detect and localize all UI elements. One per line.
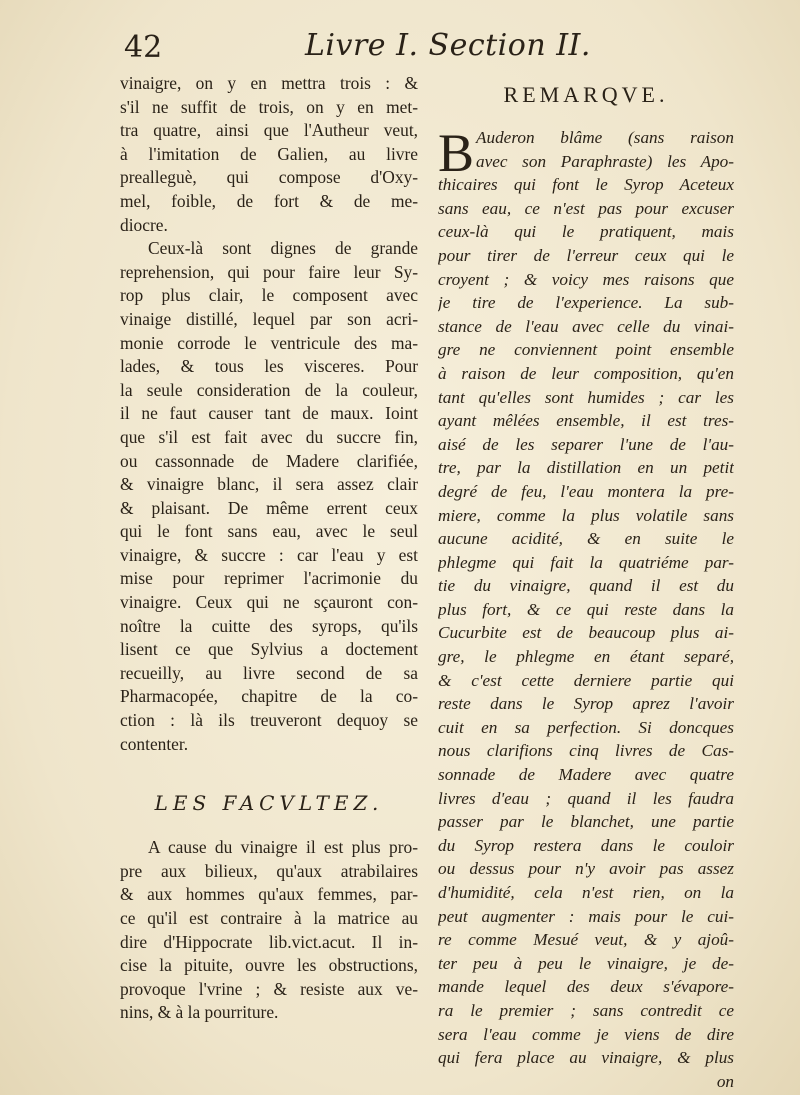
text-line: & vinaigre blanc, il sera assez clair (120, 474, 418, 495)
remark-line: tre, par la distillation en un petit (438, 458, 734, 478)
remark-line: du Syrop restera dans le couloir (438, 835, 734, 855)
text-line: lades, & tous les visceres. Pour (120, 356, 418, 377)
remark-line: sera l'eau comme je viens de dire (438, 1024, 734, 1044)
remark-line: pour tirer de l'erreur ceux qui le (438, 245, 734, 265)
remark-line: sonnade de Madere avec quatre (438, 765, 734, 785)
remark-line: sans eau, ce n'est pas pour excuser (438, 198, 734, 218)
text-line: il ne faut causer tant de maux. Ioint (120, 403, 418, 424)
text-line: rop plus clair, le composent avec (120, 285, 418, 306)
page-number: 42 (124, 30, 163, 65)
remark-line: phlegme qui fait la quatriéme par- (438, 552, 734, 572)
text-line: vinaigre, on y en mettra trois : & (120, 73, 418, 93)
text-line: recueilly, au livre second de sa (120, 662, 418, 683)
text-line: prealleguè, qui compose d'Oxy- (120, 167, 418, 188)
paragraph-facultez (120, 836, 418, 1025)
remark-line: aucune acidité, & en suite le (438, 529, 734, 549)
remark-line: ra le premier ; sans contredit ce (438, 1000, 734, 1020)
remark-line: passer par le blanchet, une partie (438, 812, 734, 832)
section-title: LES FACVLTEZ. (154, 791, 384, 816)
text-line: & plaisant. De même errent ceux (120, 497, 418, 518)
text-line: nins, & à la pourriture. (120, 1002, 279, 1023)
remark-line: aisé de les separer l'une de l'au- (438, 434, 734, 454)
remark-line: reste dans le Syrop aprez l'avoir (438, 694, 734, 714)
text-line: contenter. (120, 733, 189, 754)
paragraph-reprehension (120, 237, 418, 756)
text-line: ction : là ils treuveront dequoy se (120, 710, 418, 731)
text-line: Pharmacopée, chapitre de la co- (120, 686, 418, 707)
remark-line: degré de feu, l'eau montera la pre- (438, 481, 734, 501)
remark-line: cuit en sa perfection. Si doncques (438, 717, 734, 737)
remark-line: peut augmenter : mais pour le cui- (438, 906, 734, 926)
remark-title: REMARQVE. (503, 82, 669, 107)
remark-line: thicaires qui font le Syrop Aceteux (438, 175, 734, 195)
text-line: la seule consideration de la couleur, (120, 379, 418, 400)
text-line: & aux hommes qu'aux femmes, par- (120, 884, 418, 905)
text-line: reprehension, qui pour faire leur Sy- (120, 261, 418, 282)
remark-line: gre, le phlegme en étant separé, (438, 647, 734, 667)
text-line: pre aux bilieux, qu'aux atrabilaires (120, 860, 418, 881)
page-header (120, 26, 700, 66)
text-line: vinaigre. Ceux qui ne sçauront con- (120, 592, 418, 613)
left-column (120, 72, 418, 1025)
remark-body (438, 123, 734, 1093)
remark-line: miere, comme la plus volatile sans (438, 505, 734, 525)
text-line: s'il ne suffit de trois, on y en met- (120, 96, 418, 117)
remark-line: avec son Paraphraste) les Apo- (476, 151, 734, 171)
remark-line: gre ne conviennent point ensemble (438, 340, 734, 360)
text-line: à l'imitation de Galien, au livre (120, 143, 418, 164)
text-line: monie corrode le ventricule des ma- (120, 332, 418, 353)
text-line: diocre. (120, 214, 168, 235)
remark-line: stance de l'eau avec celle du vinai- (438, 316, 734, 336)
text-line: vinaigre, & succre : car l'eau y est (120, 544, 418, 565)
remark-line: ou dessus pour n'y avoir pas assez (438, 859, 734, 879)
text-line: lisent ce que Sylvius a doctement (120, 639, 418, 660)
text-line: noître la cuitte des syrops, qu'ils (120, 615, 418, 636)
catchword: on (716, 1071, 734, 1091)
text-line: dire d'Hippocrate lib.vict.acut. Il in- (120, 931, 418, 952)
remark-line: je tire de l'experience. La sub- (438, 293, 734, 313)
text-line: ou cassonnade de Madere clarifiée, (120, 450, 418, 471)
text-line: ce qu'il est contraire à la matrice au (120, 908, 418, 928)
remark-line: ter peu à peu le vinaigre, je de- (438, 953, 734, 973)
remark-line: qui fera place au vinaigre, & plus (438, 1048, 734, 1068)
remark-line: croyent ; & voicy mes raisons que (438, 269, 734, 289)
drop-cap: B (438, 123, 475, 183)
text-line: Ceux-là sont dignes de grande (148, 238, 418, 259)
remark-line: re comme Mesué veut, & y ajoû- (438, 930, 734, 950)
remark-line: Cucurbite est de beaucoup plus ai- (438, 623, 734, 643)
running-title: Livre I. Section II. (305, 28, 591, 63)
remark-line: plus fort, & ce qui reste dans la (438, 599, 734, 619)
remark-line: livres d'eau ; quand il les faudra (438, 788, 734, 808)
text-line: vinaige distillé, lequel par son acri- (120, 308, 418, 329)
remark-line: ayant mêlées ensemble, il est tres- (438, 411, 734, 431)
text-line: cise la pituite, ouvre les obstructions, (120, 955, 418, 976)
remark-line: tant qu'elles sont humides ; car les (438, 387, 734, 407)
remark-line: nous clarifions cinq livres de Cas- (438, 741, 734, 761)
remark-line: d'humidité, cela n'est rien, on la (438, 883, 734, 902)
text-line: que s'il est fait avec du succre fin, (120, 426, 418, 447)
remark-line: ceux-là qui le pratiquent, mais (438, 222, 734, 242)
remark-line: à raison de leur composition, qu'en (438, 363, 734, 383)
remark-line: tie du vinaigre, quand il est du (438, 576, 734, 596)
text-line: qui le font sans eau, avec le seul (120, 521, 418, 542)
text-line: A cause du vinaigre il est plus pro- (148, 837, 418, 858)
remark-line: mande lequel des deux s'évapore- (438, 977, 734, 997)
text-line: mise pour reprimer l'acrimonie du (120, 568, 418, 589)
remark-line: & c'est cette derniere partie qui (438, 670, 734, 690)
paragraph-continuation (120, 72, 418, 237)
text-line: tra quatre, ainsi que l'Autheur veut, (120, 120, 418, 141)
text-line: provoque l'vrine ; & resiste aux ve- (120, 978, 418, 999)
remark-line: Auderon blâme (sans raison (476, 128, 734, 147)
right-column (438, 72, 734, 1093)
text-line: mel, foible, de fort & de me- (120, 190, 418, 211)
